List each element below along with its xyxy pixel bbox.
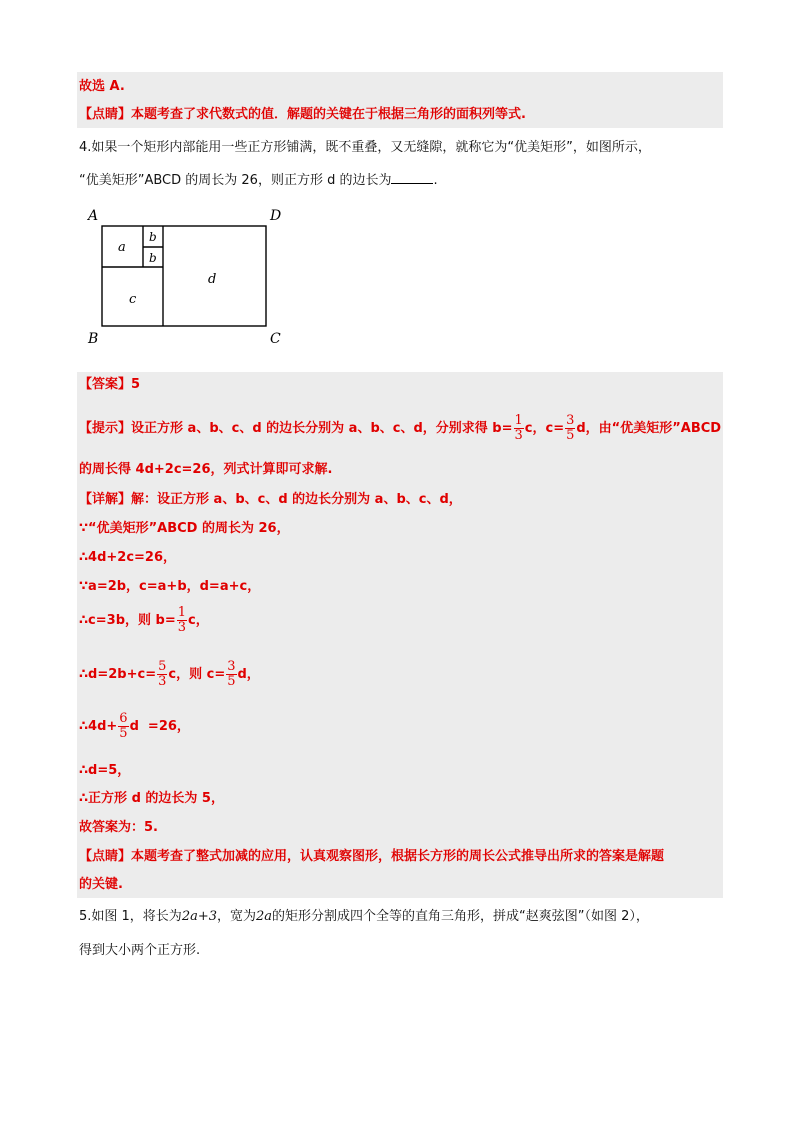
question-4-line1 xyxy=(79,139,651,157)
corner-c-label: C xyxy=(270,331,281,347)
fraction-step6: $\frac{6}{5}$ xyxy=(119,711,128,741)
step-8: ∴正方形 d 的边长为 5， xyxy=(79,791,224,806)
answer-value: 5 xyxy=(131,377,141,392)
step-2: ∴4d+2c=26， xyxy=(79,550,177,565)
corner-d-label: D xyxy=(270,208,282,224)
answer-blank xyxy=(391,171,433,184)
width-expression: 2a xyxy=(256,909,273,924)
answer-row xyxy=(79,376,140,394)
corner-b-label: B xyxy=(88,331,99,347)
comment-row-1 xyxy=(79,848,664,866)
answer-text: 故选 A. xyxy=(79,79,125,94)
length-expression: 2a+3 xyxy=(181,909,217,924)
question-4-text-1: 4.如果一个矩形内部能用一些正方形铺满，既不重叠，又无缝隙，就称它为“优美矩形”，如图所示， xyxy=(79,140,651,155)
hint-row-1 xyxy=(79,414,721,443)
detail-row-1 xyxy=(79,491,462,509)
step-5: ∴d=2b+c= $\frac{5}{3}$ c，则 c= $\frac{3}{5}$ d， xyxy=(79,659,260,689)
hint-tag: 【提示】 xyxy=(79,421,132,436)
corner-a-label: A xyxy=(88,208,99,224)
hint-text-4: 的周长得 4d+2c=26，列式计算即可求解. xyxy=(79,462,333,477)
step-9: 故答案为：5. xyxy=(79,820,158,835)
question-5-line2 xyxy=(79,942,200,960)
squares-figure xyxy=(86,207,296,349)
step-7: ∴d=5， xyxy=(79,763,131,778)
comment-text-3: 的关键. xyxy=(79,877,123,892)
answer-tag: 【答案】 xyxy=(79,377,132,392)
square-d-label: d xyxy=(208,272,217,287)
question-4-period: . xyxy=(433,173,438,188)
question-5-text-3: 的矩形分割成四个全等的直角三角形，拼成“赵爽弦图”（如图 2）， xyxy=(272,909,649,924)
hint-text-3: d，由“优美矩形”ABCD xyxy=(576,421,722,436)
question-5-line1 xyxy=(79,908,649,926)
answer-line xyxy=(79,78,125,96)
square-a-label: a xyxy=(118,240,126,255)
hint-text-1: 设正方形 a、b、c、d 的边长分别为 a、b、c、d，分别求得 b= xyxy=(131,421,513,436)
comment-row-2 xyxy=(79,876,123,894)
square-b1-label: b xyxy=(149,230,157,244)
question-5-text-4: 得到大小两个正方形. xyxy=(79,943,201,958)
step-1: ∵“优美矩形”ABCD 的周长为 26， xyxy=(79,521,290,536)
square-b2-label: b xyxy=(149,251,157,265)
fraction-step5-a: $\frac{5}{3}$ xyxy=(158,659,167,689)
step-6: ∴4d+ $\frac{6}{5}$ d =26， xyxy=(79,711,190,741)
square-c-label: c xyxy=(129,292,137,307)
fraction-one-third: $\frac{1}{3}$ xyxy=(514,413,523,443)
comment-text: 本题考查了求代数式的值．解题的关键在于根据三角形的面积列等式. xyxy=(131,107,526,122)
hint-text-2: c，c= xyxy=(524,421,565,436)
step-4: ∴c=3b，则 b= $\frac{1}{3}$ c， xyxy=(79,605,209,635)
comment-text-2: 本题考查了整式加减的应用，认真观察图形，根据长方形的周长公式推导出所求的答案是解题 xyxy=(131,849,665,864)
question-5-text-1: 5.如图 1，将长为 xyxy=(79,909,182,924)
fraction-step5-b: $\frac{3}{5}$ xyxy=(227,659,236,689)
detail-text: 解：设正方形 a、b、c、d 的边长分别为 a、b、c、d， xyxy=(131,492,462,507)
rectangle-abcd xyxy=(102,226,266,326)
question-4-text-2: “优美矩形”ABCD 的周长为 26，则正方形 d 的边长为 xyxy=(79,173,392,188)
question-4-line2 xyxy=(79,171,438,190)
comment-line xyxy=(79,106,526,124)
question-5-text-2: ，宽为 xyxy=(217,909,257,924)
comment-tag-2: 【点睛】 xyxy=(79,849,132,864)
fraction-step4: $\frac{1}{3}$ xyxy=(177,605,187,635)
detail-tag: 【详解】 xyxy=(79,492,132,507)
hint-row-2 xyxy=(79,461,332,479)
step-3: ∵a=2b，c=a+b，d=a+c， xyxy=(79,579,261,594)
fraction-three-fifths: $\frac{3}{5}$ xyxy=(566,413,575,443)
comment-tag: 【点睛】 xyxy=(79,107,132,122)
